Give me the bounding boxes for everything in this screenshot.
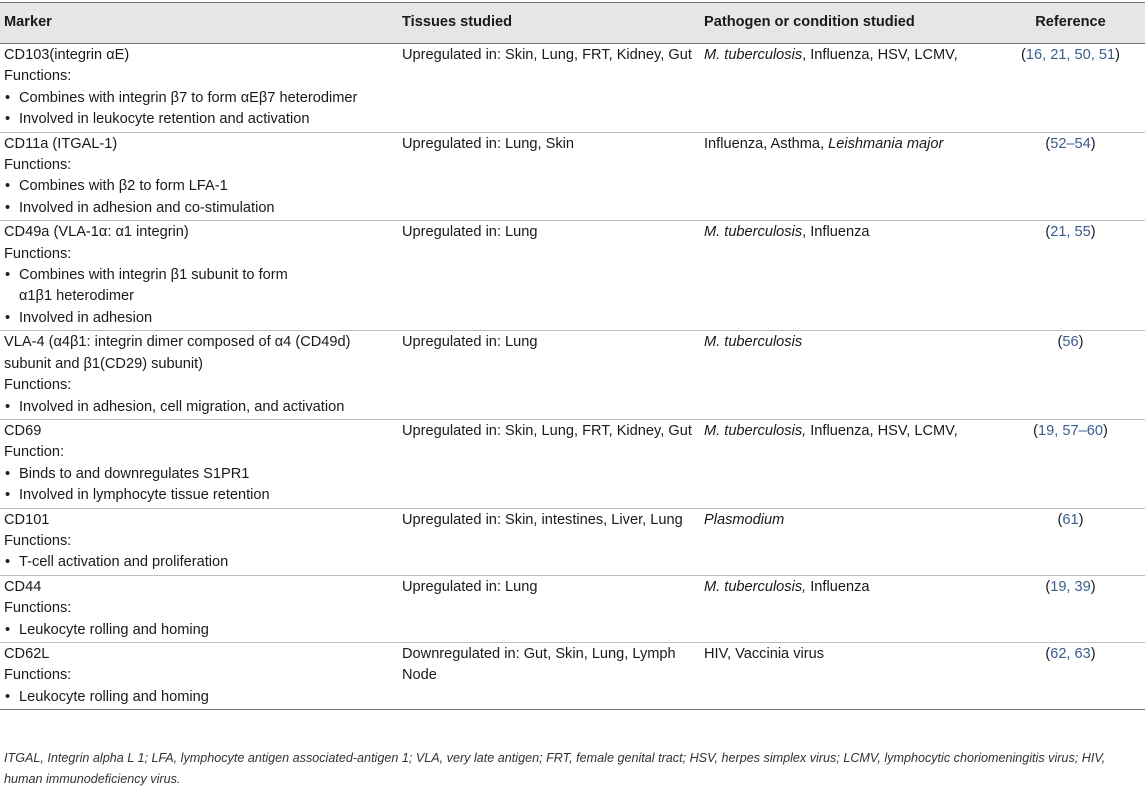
ref-close-paren: )	[1090, 224, 1096, 241]
ref-close-paren: )	[1090, 578, 1096, 595]
ref-close-paren: )	[1102, 422, 1108, 439]
function-item: • Combines with integrin β7 to form αEβ7 heterodimer	[4, 88, 394, 109]
pathogen-cell: HIV, Vaccinia virus	[700, 642, 996, 709]
functions-label: Functions:	[4, 667, 72, 684]
functions-list	[4, 88, 394, 131]
marker-name: CD103(integrin αE)	[4, 47, 130, 63]
pathogen-italic: M. tuberculosis	[704, 224, 803, 241]
marker-cell	[0, 44, 398, 133]
functions-list	[4, 620, 394, 641]
pathogen-italic: Leishmania major	[828, 135, 944, 152]
marker-cell	[0, 221, 398, 331]
functions-label: Functions:	[4, 157, 72, 174]
table-row	[0, 642, 1145, 709]
ref-open-paren: (	[1057, 334, 1063, 351]
table-row	[0, 132, 1145, 221]
ref-open-paren: (	[1057, 511, 1063, 528]
ref-close-paren: )	[1078, 334, 1084, 351]
marker-cell	[0, 575, 398, 642]
reference-cell	[996, 44, 1145, 133]
ref-open-paren: (	[1045, 224, 1051, 241]
tissues-cell: Upregulated in: Skin, Lung, FRT, Kidney, Gut	[398, 44, 700, 133]
header-pathogen: Pathogen or condition studied	[700, 3, 996, 44]
pathogen-plain: Influenza, Asthma,	[704, 135, 829, 152]
marker-name: CD62L	[4, 645, 50, 662]
reference-link[interactable]: 61	[1062, 511, 1079, 528]
marker-cell	[0, 508, 398, 575]
reference-link[interactable]: 19, 39	[1050, 578, 1091, 595]
pathogen-rest: Influenza, HSV, LCMV,	[806, 422, 958, 439]
functions-list	[4, 397, 394, 418]
function-item: • Leukocyte rolling and homing	[4, 687, 394, 708]
reference-cell	[996, 132, 1145, 221]
marker-cell	[0, 642, 398, 709]
ref-close-paren: )	[1115, 47, 1120, 63]
ref-close-paren: )	[1090, 135, 1096, 152]
pathogen-cell	[700, 331, 996, 420]
table-row	[0, 221, 1145, 331]
reference-link[interactable]: 52–54	[1050, 135, 1091, 152]
functions-label: Functions:	[4, 245, 72, 262]
table-row	[0, 508, 1145, 575]
reference-link[interactable]: 19, 57–60	[1038, 422, 1103, 439]
functions-label: Functions:	[4, 600, 72, 617]
reference-link[interactable]: 56	[1062, 334, 1079, 351]
marker-name: CD11a (ITGAL-1)	[4, 135, 118, 152]
marker-name: VLA-4 (α4β1: integrin dimer composed of α4 (CD49d) subunit and β1(CD29) subunit)	[4, 334, 351, 372]
reference-link[interactable]: 16, 21, 50, 51	[1025, 47, 1116, 63]
marker-cell	[0, 419, 398, 508]
ref-open-paren: (	[1045, 645, 1051, 662]
pathogen-cell	[700, 575, 996, 642]
marker-cell	[0, 331, 398, 420]
marker-name: CD49a (VLA-1α: α1 integrin)	[4, 224, 189, 241]
tissues-cell: Upregulated in: Skin, Lung, FRT, Kidney, Gut	[398, 419, 700, 508]
reference-cell	[996, 508, 1145, 575]
pathogen-italic: M. tuberculosis	[704, 47, 803, 63]
reference-cell	[996, 575, 1145, 642]
marker-name: CD44	[4, 578, 42, 595]
pathogen-rest: , Influenza, HSV, LCMV,	[802, 47, 958, 63]
marker-cell	[0, 132, 398, 221]
table-row	[0, 44, 1145, 133]
marker-table	[0, 2, 1145, 710]
functions-label: Function:	[4, 444, 65, 461]
pathogen-cell	[700, 221, 996, 331]
reference-cell	[996, 221, 1145, 331]
pathogen-italic: Plasmodium	[704, 511, 785, 528]
header-tissues: Tissues studied	[398, 3, 700, 44]
function-item: • Involved in leukocyte retention and activation	[4, 109, 394, 130]
tissues-cell: Downregulated in: Gut, Skin, Lung, Lymph Node	[398, 642, 700, 709]
functions-list	[4, 265, 394, 329]
tissues-cell: Upregulated in: Lung	[398, 575, 700, 642]
pathogen-cell	[700, 44, 996, 133]
function-item: • Involved in adhesion and co-stimulation	[4, 198, 394, 219]
table-row	[0, 575, 1145, 642]
function-item: • Binds to and downregulates S1PR1	[4, 464, 394, 485]
functions-list	[4, 687, 394, 708]
marker-name: CD69	[4, 422, 42, 439]
pathogen-rest: Influenza	[806, 578, 870, 595]
function-item: • Involved in adhesion	[4, 308, 394, 329]
function-item: • Combines with β2 to form LFA-1	[4, 176, 394, 197]
table-footnote: ITGAL, Integrin alpha L 1; LFA, lymphocyte antigen associated-antigen 1; VLA, very late antigen; FRT, female genital tract; HSV, herpes simplex virus; LCMV, lymphocytic choriomeningitis virus; HIV, human immunodeficiency virus.	[4, 751, 1106, 786]
function-item: • T-cell activation and proliferation	[4, 552, 394, 573]
function-item: • Leukocyte rolling and homing	[4, 620, 394, 641]
ref-close-paren: )	[1078, 511, 1084, 528]
ref-open-paren: (	[1020, 47, 1026, 63]
pathogen-cell	[700, 419, 996, 508]
table-header-row	[0, 3, 1145, 44]
function-item: • Combines with integrin β1 subunit to form α1β1 heterodimer	[4, 265, 394, 308]
pathogen-italic: M. tuberculosis	[704, 334, 803, 351]
ref-close-paren: )	[1090, 645, 1096, 662]
table-row	[0, 419, 1145, 508]
functions-label: Functions:	[4, 532, 72, 549]
marker-name: CD101	[4, 511, 50, 528]
tissues-cell: Upregulated in: Lung	[398, 221, 700, 331]
pathogen-italic: M. tuberculosis,	[704, 422, 807, 439]
functions-list	[4, 176, 394, 219]
function-item: • Involved in adhesion, cell migration, and activation	[4, 397, 394, 418]
ref-open-paren: (	[1045, 135, 1051, 152]
reference-cell	[996, 642, 1145, 709]
pathogen-cell	[700, 132, 996, 221]
functions-list	[4, 464, 394, 507]
header-marker: Marker	[0, 3, 398, 44]
reference-cell	[996, 331, 1145, 420]
tissues-cell: Upregulated in: Skin, intestines, Liver, Lung	[398, 508, 700, 575]
tissues-cell: Upregulated in: Lung, Skin	[398, 132, 700, 221]
header-reference: Reference	[996, 3, 1145, 44]
pathogen-italic: M. tuberculosis,	[704, 578, 807, 595]
pathogen-rest: , Influenza	[802, 224, 870, 241]
functions-label: Functions:	[4, 377, 72, 394]
pathogen-cell	[700, 508, 996, 575]
reference-cell	[996, 419, 1145, 508]
table-row	[0, 331, 1145, 420]
functions-list	[4, 552, 394, 573]
reference-link[interactable]: 21, 55	[1050, 224, 1091, 241]
function-item: • Involved in lymphocyte tissue retention	[4, 485, 394, 506]
tissues-cell: Upregulated in: Lung	[398, 331, 700, 420]
functions-label: Functions:	[4, 68, 72, 85]
ref-open-paren: (	[1045, 578, 1051, 595]
reference-link[interactable]: 62, 63	[1050, 645, 1091, 662]
ref-open-paren: (	[1033, 422, 1039, 439]
